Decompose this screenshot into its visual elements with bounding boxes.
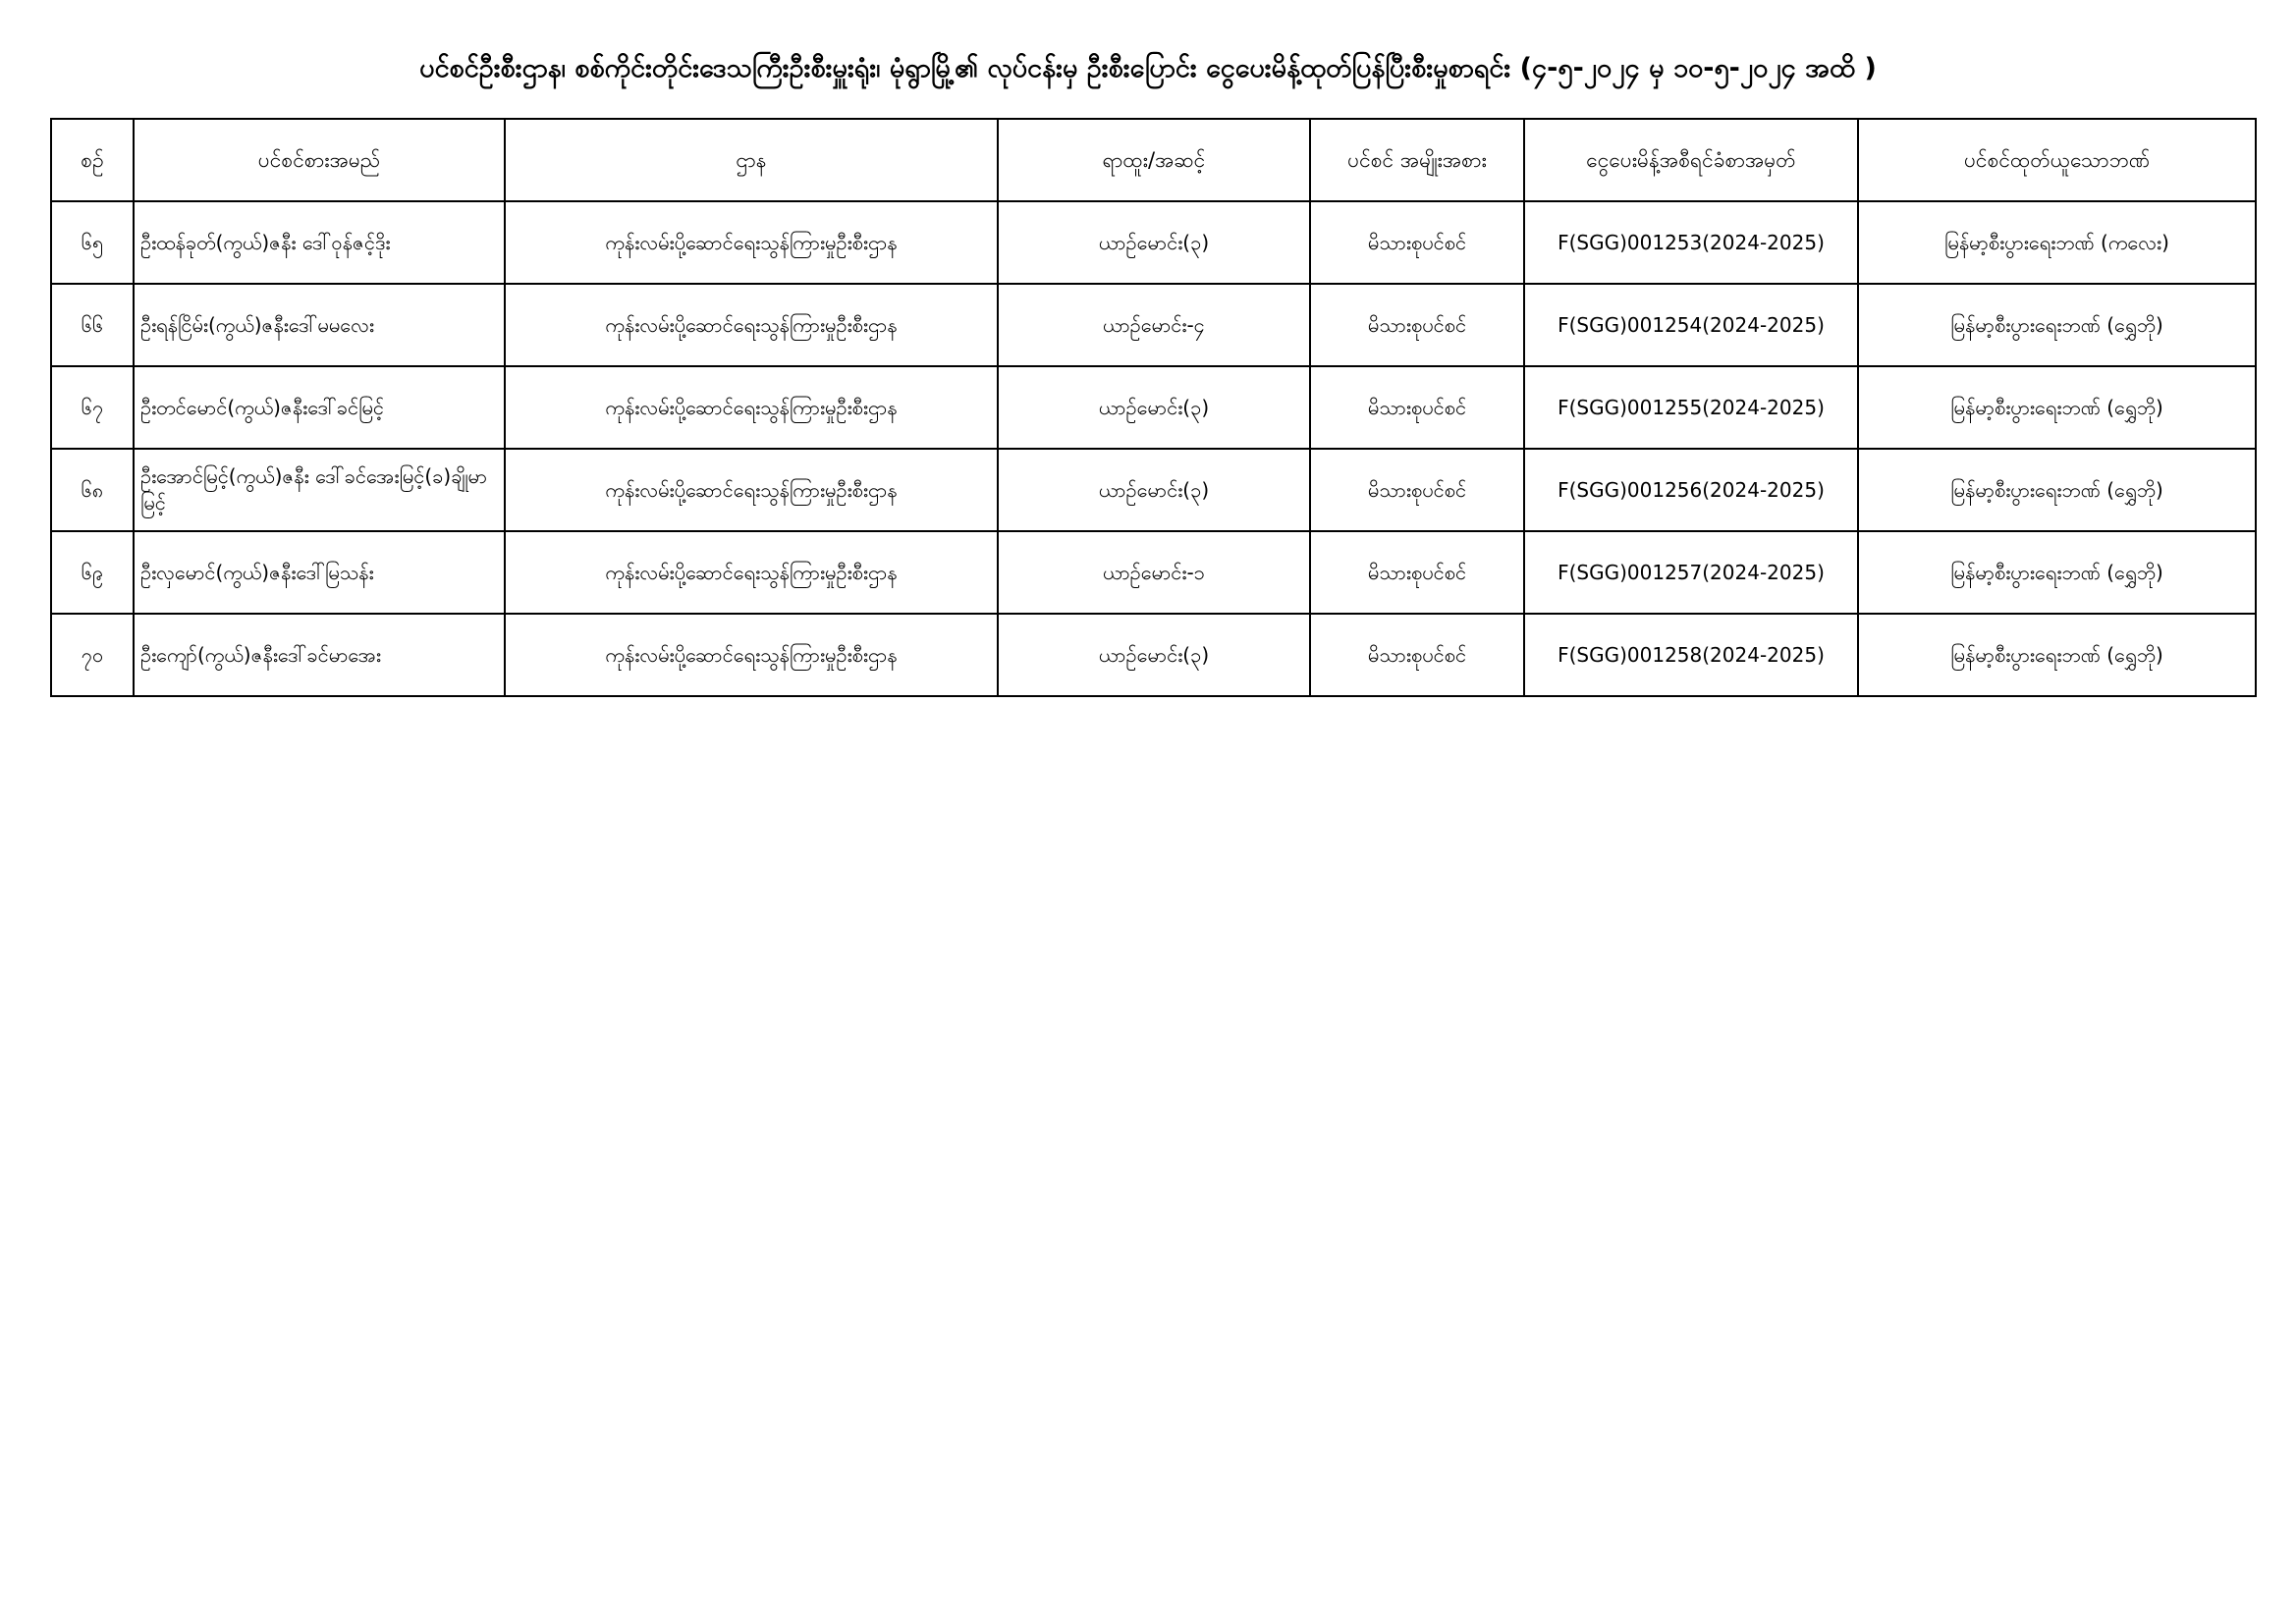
cell-payment-order-no: F(SGG)001253(2024-2025) [1524,201,1858,284]
cell-pensioner-name: ဦးတင်မောင်(ကွယ်)ဇနီးဒေါ်ခင်မြင့် [134,366,505,449]
document-title: ပင်စင်ဦးစီးဌာန၊ စစ်ကိုင်းတိုင်းဒေသကြီးဦးစီးမှူးရုံး၊ မုံရွာမြို့၏ လုပ်ငန်းမှ ဦးစီးပြောင်း ငွေပေးမိန့်ထုတ်ပြန်ပြီးစီးမှုစာရင်း (၄-၅-၂၀၂၄ မှ ၁၀-၅-၂၀၂၄ အထိ ) [419,53,1877,83]
pension-register-table [50,118,2257,697]
cell-paying-bank: မြန်မာ့စီးပွားရေးဘဏ် (ရွှေဘို) [1858,449,2256,531]
cell-pension-type: မိသားစုပင်စင် [1310,531,1524,614]
cell-department: ကုန်းလမ်းပို့ဆောင်ရေးသွန်ကြားမှုဦးစီးဌာန [505,614,998,696]
header-paying-bank: ပင်စင်ထုတ်ယူသောဘဏ် [1858,119,2256,201]
table-row [51,366,2256,449]
cell-pension-type: မိသားစုပင်စင် [1310,366,1524,449]
cell-department: ကုန်းလမ်းပို့ဆောင်ရေးသွန်ကြားမှုဦးစီးဌာန [505,449,998,531]
cell-rank: ယာဉ်မောင်း(၃) [998,449,1310,531]
table-row [51,531,2256,614]
cell-rank: ယာဉ်မောင်း(၃) [998,366,1310,449]
header-serial-no: စဉ် [51,119,134,201]
cell-serial-no: ၆၈ [51,449,134,531]
cell-department: ကုန်းလမ်းပို့ဆောင်ရေးသွန်ကြားမှုဦးစီးဌာန [505,531,998,614]
table-row [51,614,2256,696]
cell-rank: ယာဉ်မောင်း-၁ [998,531,1310,614]
cell-payment-order-no: F(SGG)001254(2024-2025) [1524,284,1858,366]
cell-pensioner-name: ဦးလှမောင်(ကွယ်)ဇနီးဒေါ်မြသန်း [134,531,505,614]
cell-rank: ယာဉ်မောင်း(၃) [998,201,1310,284]
cell-pensioner-name: ဦးကျော်(ကွယ်)ဇနီးဒေါ်ခင်မာအေး [134,614,505,696]
cell-paying-bank: မြန်မာ့စီးပွားရေးဘဏ် (ရွှေဘို) [1858,284,2256,366]
cell-serial-no: ၆၇ [51,366,134,449]
cell-payment-order-no: F(SGG)001258(2024-2025) [1524,614,1858,696]
cell-paying-bank: မြန်မာ့စီးပွားရေးဘဏ် (ရွှေဘို) [1858,614,2256,696]
table-row [51,201,2256,284]
table-header-row [51,119,2256,201]
cell-department: ကုန်းလမ်းပို့ဆောင်ရေးသွန်ကြားမှုဦးစီးဌာန [505,201,998,284]
cell-serial-no: ၆၉ [51,531,134,614]
cell-pensioner-name: ဦးအောင်မြင့်(ကွယ်)ဇနီး ဒေါ်ခင်အေးမြင့်(ခ)ချိုမာမြင့် [134,449,505,531]
cell-payment-order-no: F(SGG)001257(2024-2025) [1524,531,1858,614]
header-pensioner-name: ပင်စင်စားအမည် [134,119,505,201]
header-department: ဌာန [505,119,998,201]
cell-paying-bank: မြန်မာ့စီးပွားရေးဘဏ် (ရွှေဘို) [1858,366,2256,449]
cell-pension-type: မိသားစုပင်စင် [1310,284,1524,366]
cell-pension-type: မိသားစုပင်စင် [1310,449,1524,531]
cell-department: ကုန်းလမ်းပို့ဆောင်ရေးသွန်ကြားမှုဦးစီးဌာန [505,284,998,366]
header-pension-type: ပင်စင် အမျိုးအစား [1310,119,1524,201]
header-payment-order-no: ငွေပေးမိန့်အစီရင်ခံစာအမှတ် [1524,119,1858,201]
cell-payment-order-no: F(SGG)001255(2024-2025) [1524,366,1858,449]
cell-paying-bank: မြန်မာ့စီးပွားရေးဘဏ် (ကလေး) [1858,201,2256,284]
cell-pensioner-name: ဦးထန်ခုတ်(ကွယ်)ဇနီး ဒေါ်ဝုန်ဇင့်ဒိုး [134,201,505,284]
header-rank: ရာထူး/အဆင့် [998,119,1310,201]
cell-paying-bank: မြန်မာ့စီးပွားရေးဘဏ် (ရွှေဘို) [1858,531,2256,614]
cell-serial-no: ၆၅ [51,201,134,284]
cell-pensioner-name: ဦးရန်ငြိမ်း(ကွယ်)ဇနီးဒေါ်မမလေး [134,284,505,366]
cell-department: ကုန်းလမ်းပို့ဆောင်ရေးသွန်ကြားမှုဦးစီးဌာန [505,366,998,449]
cell-pension-type: မိသားစုပင်စင် [1310,614,1524,696]
cell-pension-type: မိသားစုပင်စင် [1310,201,1524,284]
table-row [51,449,2256,531]
cell-serial-no: ၆၆ [51,284,134,366]
cell-rank: ယာဉ်မောင်း(၃) [998,614,1310,696]
cell-serial-no: ၇၀ [51,614,134,696]
cell-payment-order-no: F(SGG)001256(2024-2025) [1524,449,1858,531]
cell-rank: ယာဉ်မောင်း-၄ [998,284,1310,366]
table-row [51,284,2256,366]
